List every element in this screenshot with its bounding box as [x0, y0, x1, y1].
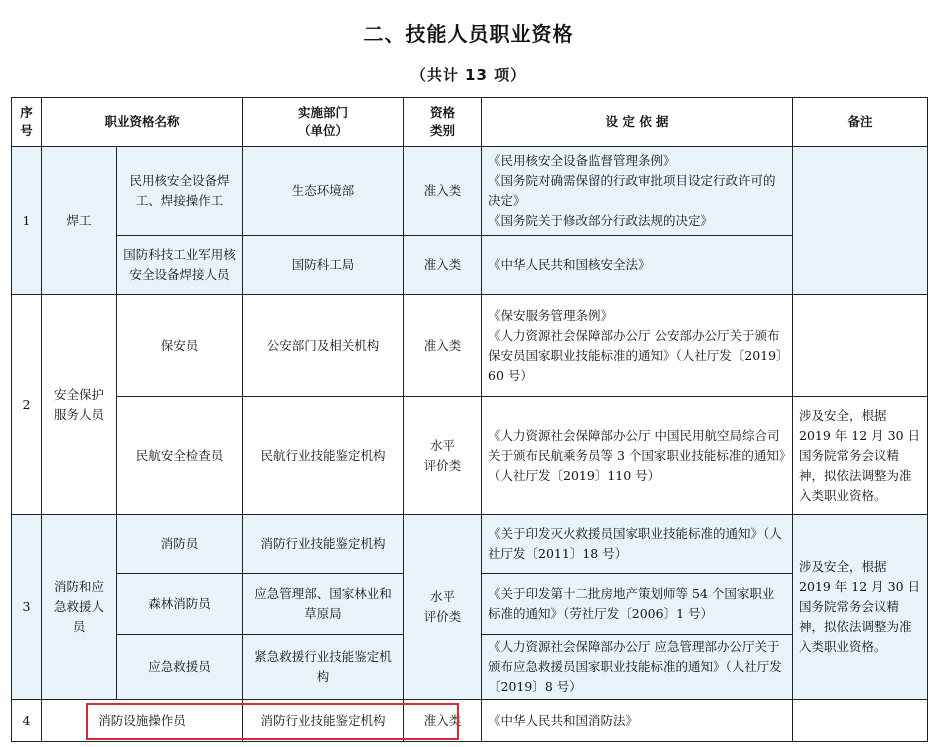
implementing-dept: 公安部门及相关机构 — [243, 295, 404, 397]
header-dept: 实施部门 （单位） — [243, 98, 404, 147]
qualification-name: 森林消防员 — [117, 574, 243, 635]
basis-line: 《国务院关于修改部分行政法规的决定》 — [488, 213, 714, 228]
basis-line: 《中华人民共和国消防法》 — [488, 712, 639, 728]
qualification-name: 应急救援员 — [117, 635, 243, 700]
qualification-name: 消防设施操作员 — [42, 700, 243, 742]
basis-line: 《关于印发灭火救援员国家职业技能标准的通知》（人社厅发〔2011〕18 号） — [488, 526, 782, 561]
legal-basis — [482, 635, 793, 700]
legal-basis — [482, 700, 793, 742]
basis-line: 《人力资源社会保障部办公厅 公安部办公厅关于颁布保安员国家职业技能标准的通知》（人社厅发〔2019〕60 号） — [488, 327, 783, 383]
row-group: 焊工 — [42, 147, 117, 295]
basis-line: 《人力资源社会保障部办公厅 应急管理部办公厅关于颁布应急救援员国家职业技能标准的通知》（人社厅发〔2019〕8 号） — [488, 639, 782, 694]
table-row — [12, 147, 928, 236]
header-seq: 序 号 — [12, 98, 42, 147]
header-row — [12, 98, 928, 147]
legal-basis — [482, 236, 793, 295]
row-seq: 2 — [12, 295, 42, 515]
table-row — [12, 515, 928, 574]
implementing-dept: 应急管理部、国家林业和草原局 — [243, 574, 404, 635]
row-note — [793, 147, 928, 295]
table-row — [12, 397, 928, 515]
table-row — [12, 295, 928, 397]
implementing-dept: 紧急救援行业技能鉴定机构 — [243, 635, 404, 700]
qualification-name: 保安员 — [117, 295, 243, 397]
basis-line: 《国务院对确需保留的行政审批项目设定行政许可的决定》 — [488, 173, 776, 208]
page-subtitle: （共计 13 项） — [410, 66, 527, 84]
table-row — [12, 236, 928, 295]
legal-basis — [482, 515, 793, 574]
legal-basis — [482, 397, 793, 515]
qualification-name: 消防员 — [117, 515, 243, 574]
qualification-category: 水平 评价类 — [404, 515, 482, 700]
row-group: 安全保护服务人员 — [42, 295, 117, 515]
qualification-category: 准入类 — [404, 700, 482, 742]
row-seq: 3 — [12, 515, 42, 700]
implementing-dept: 消防行业技能鉴定机构 — [243, 515, 404, 574]
row-group: 消防和应急救援人员 — [42, 515, 117, 700]
implementing-dept: 生态环境部 — [243, 147, 404, 236]
qualification-name: 民用核安全设备焊工、焊接操作工 — [117, 147, 243, 236]
qualification-name: 国防科技工业军用核安全设备焊接人员 — [117, 236, 243, 295]
table-row — [12, 700, 928, 742]
legal-basis — [482, 295, 793, 397]
header-note: 备注 — [793, 98, 928, 147]
qualification-table — [11, 97, 928, 742]
page-title: 二、技能人员职业资格 — [363, 22, 574, 46]
basis-line: 《关于印发第十二批房地产策划师等 54 个国家职业标准的通知》（劳社厅发〔2006〕1 号） — [488, 586, 775, 621]
basis-line: 《民用核安全设备监督管理条例》 — [488, 153, 676, 168]
basis-line: 《保安服务管理条例》 — [488, 307, 614, 323]
header-basis: 设 定 依 据 — [482, 98, 793, 147]
legal-basis — [482, 574, 793, 635]
row-note — [793, 700, 928, 742]
basis-line: 《人力资源社会保障部办公厅 中国民用航空局综合司关于颁布民航乘务员等 3 个国家职业技能标准的通知》（人社厅发〔2019〕110 号） — [488, 427, 786, 483]
header-name: 职业资格名称 — [42, 98, 243, 147]
qualification-category: 准入类 — [404, 236, 482, 295]
row-seq: 4 — [12, 700, 42, 742]
row-note: 涉及安全，根据 2019 年 12 月 30 日国务院常务会议精神，拟依法调整为准入类职业资格。 — [793, 515, 928, 700]
qualification-category: 准入类 — [404, 147, 482, 236]
qualification-name: 民航安全检查员 — [117, 397, 243, 515]
implementing-dept: 国防科工局 — [243, 236, 404, 295]
basis-line: 《中华人民共和国核安全法》 — [488, 257, 651, 272]
row-seq: 1 — [12, 147, 42, 295]
qualification-category: 准入类 — [404, 295, 482, 397]
implementing-dept: 民航行业技能鉴定机构 — [243, 397, 404, 515]
row-note: 涉及安全，根据 2019 年 12 月 30 日国务院常务会议精神，拟依法调整为准入类职业资格。 — [793, 397, 928, 515]
implementing-dept: 消防行业技能鉴定机构 — [243, 700, 404, 742]
header-category: 资格 类别 — [404, 98, 482, 147]
row-note — [793, 295, 928, 397]
qualification-category: 水平 评价类 — [404, 397, 482, 515]
legal-basis — [482, 147, 793, 236]
